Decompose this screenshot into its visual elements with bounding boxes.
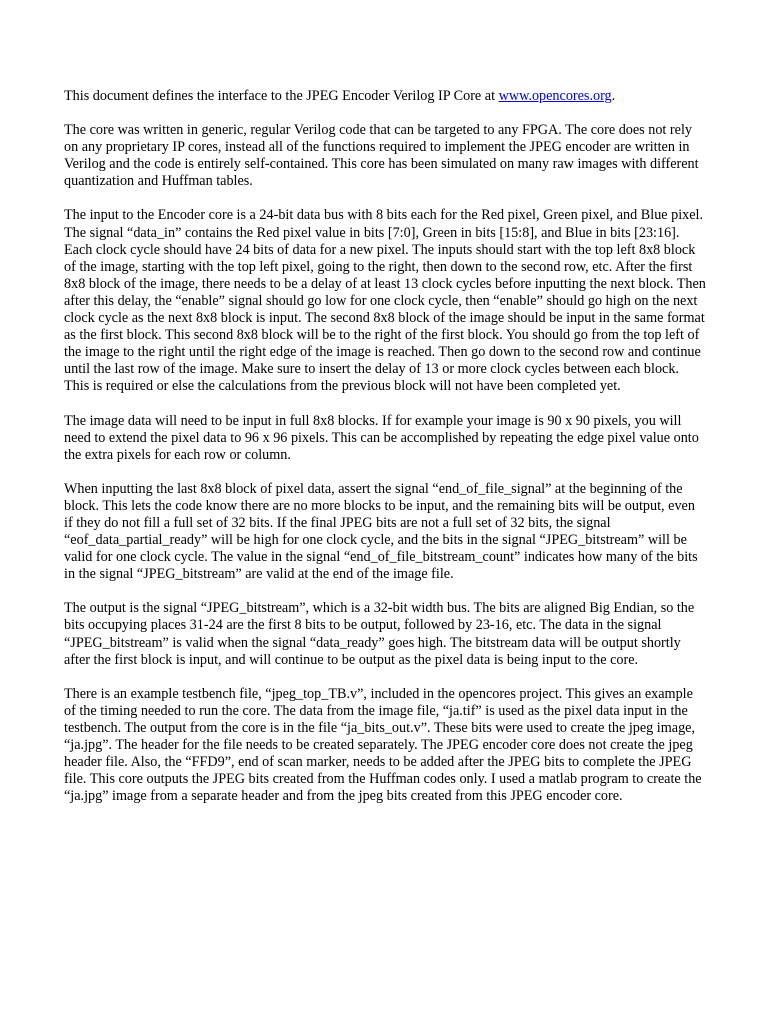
intro-period: . — [611, 88, 616, 104]
paragraph-output: The output is the signal “JPEG_bitstream”, which is a 32-bit width bus. The bits are aligned Big Endian, so the bits occupying places 31-24 are the first 8 bits to be output, followed by 23-16, etc. The data in the signal “JPEG_bitstream” is valid when the signal “data_ready” goes high. The bitstream data will be output shortly after the first block is input, and will continue to be output as the pixel data is being input to the core. — [64, 600, 695, 668]
opencores-link[interactable]: www.opencores.org — [498, 88, 612, 104]
document-body — [64, 88, 707, 822]
paragraph-block-size: The image data will need to be input in full 8x8 blocks. If for example your image is 90 x 90 pixels, you will need to extend the pixel data to 96 x 96 pixels. This can be accomplished by repeating the edge pixel value onto the extra pixels for each row or column. — [64, 412, 699, 463]
intro-paragraph — [64, 88, 707, 105]
paragraph-core-description: The core was written in generic, regular Verilog code that can be targeted to any FPGA. The core does not rely on any proprietary IP cores, instead all of the functions required to implement the JPEG encoder are written in Verilog and the code is entirely self-contained. This core has been simulated on many raw images with different quantization and Huffman tables. — [64, 122, 699, 190]
paragraph-input-format: The input to the Encoder core is a 24-bit data bus with 8 bits each for the Red pixel, Green pixel, and Blue pixel. The signal “data_in” contains the Red pixel value in bits [7:0], Green in bits [15:8], and Blue in bits [23:16]. Each clock cycle should have 24 bits of data for a new pixel. The inputs should start with the top left 8x8 block of the image, starting with the top left pixel, going to the right, then down to the second row, etc. After the first 8x8 block of the image, there needs to be a delay of at least 13 clock cycles before inputting the next block. Then after this delay, the “enable” signal should go low for one clock cycle, then “enable” should go high on the next clock cycle as the next 8x8 block is input. The second 8x8 block of the image should be input in the same format as the first block. This second 8x8 block will be to the right of the first block. You should go from the top left of the image to the right until the right edge of the image is reached. Then go down to the second row and continue until the last row of the image. Make sure to insert the delay of 13 or more clock cycles between each block. This is required or else the calculations from the previous block will not have been completed yet. — [64, 207, 706, 395]
paragraph-testbench: There is an example testbench file, “jpeg_top_TB.v”, included in the opencores project. This gives an example of the timing needed to run the core. The data from the image file, “ja.tif” is used as the pixel data input in the testbench. The output from the core is in the file “ja_bits_out.v”. These bits were used to create the jpeg image, “ja.jpg”. The header for the file needs to be created separately. The JPEG encoder core does not create the jpeg header file. Also, the “FFD9”, end of scan marker, needs to be added after the JPEG bits to complete the JPEG file. This core outputs the JPEG bits created from the Huffman codes only. I used a matlab program to create the “ja.jpg” image from a separate header and from the jpeg bits created from this JPEG encoder core. — [64, 685, 702, 805]
intro-text: This document defines the interface to the JPEG Encoder Verilog IP Core at — [64, 88, 499, 104]
paragraph-end-of-file: When inputting the last 8x8 block of pixel data, assert the signal “end_of_file_signal” at the beginning of the block. This lets the code know there are no more blocks to be input, and the remaining bits will be output, even if they do not fill a full set of 32 bits. If the final JPEG bits are not a full set of 32 bits, the signal “eof_data_partial_ready” will be high for one clock cycle, and the bits in the signal “JPEG_bitstream” will be valid for one clock cycle. The value in the signal “end_of_file_bitstream_count” indicates how many of the bits in the signal “JPEG_bitstream” are valid at the end of the image file. — [64, 480, 698, 583]
